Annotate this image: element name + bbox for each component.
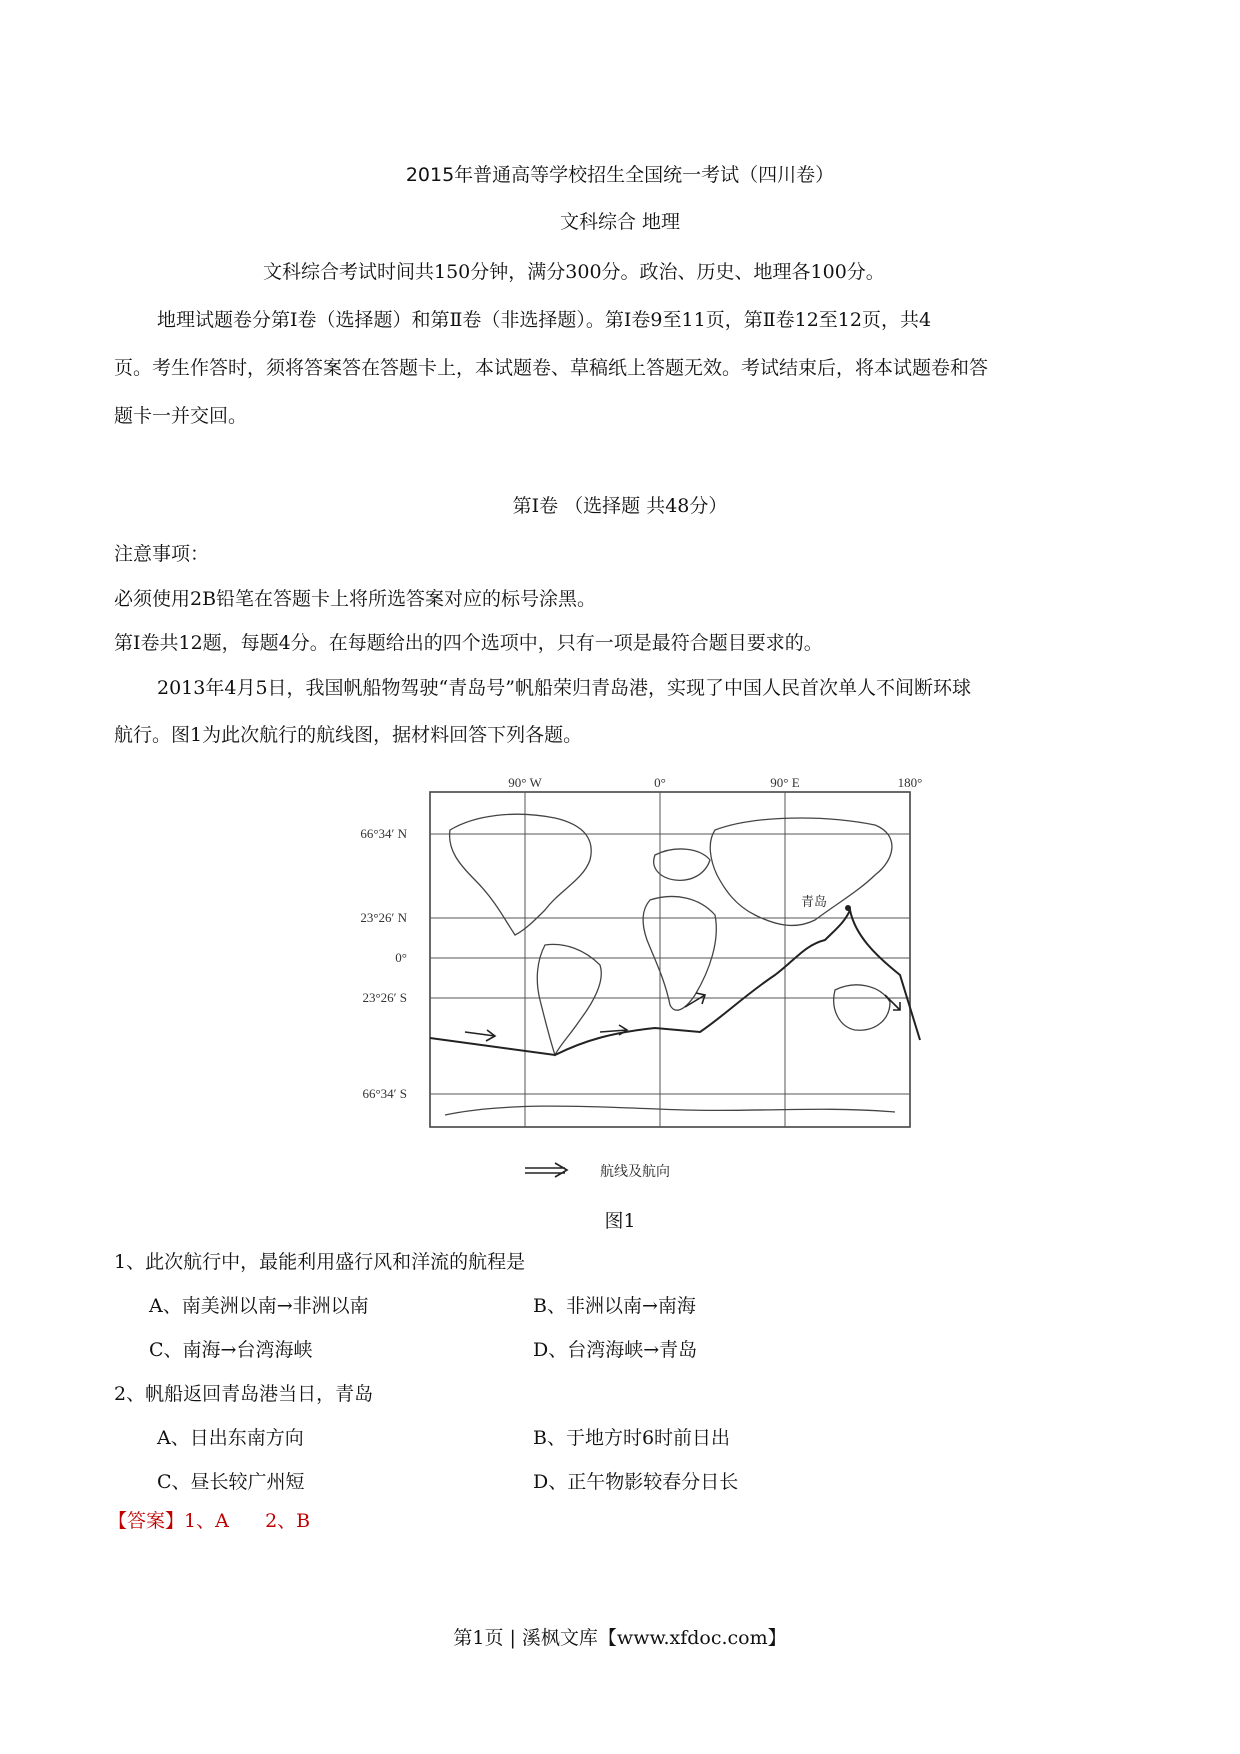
qingdao-marker <box>845 905 851 911</box>
passage-line-1: 2013年4月5日，我国帆船物驾驶“青岛号”帆船荣归青岛港，实现了中国人民首次单人不间断环球 <box>157 677 971 699</box>
question-1-option-c: C、南海→台湾海峡 <box>149 1339 313 1361</box>
question-2-stem: 2、帆船返回青岛港当日，青岛 <box>114 1383 374 1405</box>
notice-label: 注意事项： <box>114 543 210 565</box>
lat-label-23n: 23°26′ N <box>360 910 407 925</box>
route-map <box>355 770 950 1190</box>
lat-label-66s: 66°34′ S <box>362 1086 407 1101</box>
question-1-option-b: B、非洲以南→南海 <box>533 1295 696 1317</box>
question-2-option-b: B、于地方时6时前日出 <box>533 1427 731 1449</box>
lon-label-90w: 90° W <box>508 775 542 790</box>
question-2-option-d: D、正午物影较春分日长 <box>533 1471 739 1493</box>
lon-label-90e: 90° E <box>770 775 800 790</box>
lat-label-66n: 66°34′ N <box>360 826 407 841</box>
question-1-option-a: A、南美洲以南→非洲以南 <box>149 1295 369 1317</box>
notice-item-1: 必须使用2B铅笔在答题卡上将所选答案对应的标号涂黑。 <box>114 588 597 610</box>
answer-text: 1、A 2、B <box>184 1510 311 1532</box>
answer-line <box>108 1512 310 1531</box>
answer-label: 【答案】 <box>108 1510 185 1532</box>
passage-line-2: 航行。图1为此次航行的航线图，据材料回答下列各题。 <box>114 724 583 746</box>
exam-subtitle: 文科综合 地理 <box>559 211 681 233</box>
lon-label-0: 0° <box>654 775 666 790</box>
question-2-option-a: A、日出东南方向 <box>157 1427 304 1449</box>
page-footer: 第1页 | 溪枫文库【www.xfdoc.com】 <box>453 1627 787 1649</box>
graticule <box>430 792 910 1127</box>
section-heading: 第Ⅰ卷 （选择题 共48分） <box>512 495 728 517</box>
lon-label-180: 180° <box>897 775 923 790</box>
route-arrow <box>885 995 900 1010</box>
qingdao-label: 青岛 <box>800 895 827 910</box>
intro-line-1: 文科综合考试时间共150分钟，满分300分。政治、历史、地理各100分。 <box>263 261 885 283</box>
route-arrow <box>465 1030 495 1041</box>
intro-line-4: 题卡一并交回。 <box>114 405 248 427</box>
question-1-stem: 1、此次航行中，最能利用盛行风和洋流的航程是 <box>114 1251 526 1273</box>
legend-arrow-icon <box>525 1163 567 1177</box>
question-2-option-c: C、昼长较广州短 <box>157 1471 305 1493</box>
continents <box>445 814 895 1115</box>
legend-label: 航线及航向 <box>600 1164 670 1180</box>
lat-label-23s: 23°26′ S <box>362 990 407 1005</box>
figure-caption: 图1 <box>604 1210 636 1232</box>
question-1-option-d: D、台湾海峡→青岛 <box>533 1339 698 1361</box>
lat-label-0: 0° <box>395 950 407 965</box>
notice-item-2: 第Ⅰ卷共12题，每题4分。在每题给出的四个选项中，只有一项是最符合题目要求的。 <box>114 632 823 654</box>
map-legend <box>525 1163 670 1180</box>
exam-title: 2015年普通高等学校招生全国统一考试（四川卷） <box>405 164 835 186</box>
intro-line-3: 页。考生作答时，须将答案答在答题卡上，本试题卷、草稿纸上答题无效。考试结束后，将本试题卷和答 <box>114 357 989 379</box>
map-frame <box>430 792 910 1127</box>
intro-line-2: 地理试题卷分第Ⅰ卷（选择题）和第Ⅱ卷（非选择题）。第Ⅰ卷9至11页，第Ⅱ卷12至12页，共4 <box>157 309 932 331</box>
route-line <box>430 910 920 1055</box>
